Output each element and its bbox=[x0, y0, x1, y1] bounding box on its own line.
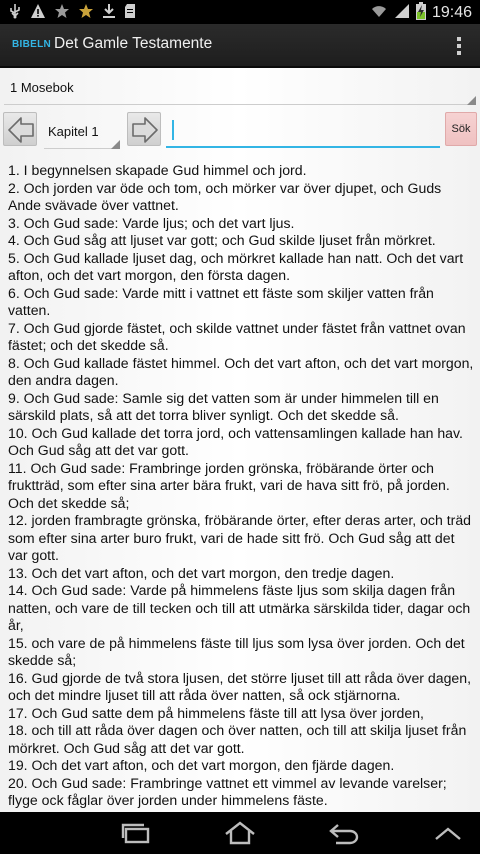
verse-item: 12. jorden frambragte grönska, fröbärande örter, efter deras arter, och träd som efter sina arter buro frukt, vari de hade sitt frö. Och Gud såg att det var gott. bbox=[8, 512, 472, 563]
system-status bbox=[370, 2, 472, 24]
main-content bbox=[0, 68, 480, 812]
arrow-left-icon bbox=[6, 115, 36, 145]
divider bbox=[4, 104, 476, 105]
download-icon bbox=[102, 3, 116, 24]
previous-chapter-button[interactable] bbox=[3, 112, 37, 146]
verse-item: 8. Och Gud kallade fästet himmel. Och det vart afton, och det vart morgon, den andra dagen. bbox=[8, 354, 474, 388]
arrow-right-icon bbox=[130, 115, 160, 145]
usb-icon bbox=[8, 3, 22, 24]
warning-icon bbox=[30, 3, 46, 24]
verse-item: 10. Och Gud kallade det torra jord, och vattensamlingen kallade han hav. Och Gud såg att det var gott. bbox=[8, 424, 463, 458]
search-input[interactable] bbox=[166, 114, 440, 146]
verse-item: 6. Och Gud sade: Varde mitt i vattnet ett fäste som skiljer vatten från vatten. bbox=[8, 284, 434, 318]
app-title: Det Gamle Testamente bbox=[54, 35, 213, 52]
chapter-navigation bbox=[0, 112, 480, 152]
verse-item: 5. Och Gud kallade ljuset dag, och mörkret kallade han natt. Och det vart afton, och det vart morgon, den första dagen. bbox=[8, 249, 464, 283]
battery-charging-icon bbox=[416, 2, 426, 24]
home-icon[interactable] bbox=[222, 820, 258, 850]
book-selector[interactable] bbox=[0, 68, 480, 106]
verse-item: 7. Och Gud gjorde fästet, och skilde vattnet under fästet från vattnet ovan fästet; och det skedde så. bbox=[8, 319, 466, 353]
verse-item: 20. Och Gud sade: Frambringe vattnet ett vimmel av levande varelser; flyge ock fåglar över jorden under himmelens fäste. bbox=[8, 774, 447, 808]
app-logo[interactable]: BIBELN bbox=[12, 39, 52, 50]
back-icon[interactable] bbox=[326, 820, 362, 850]
star-filled-icon bbox=[78, 3, 94, 24]
sd-card-icon bbox=[124, 3, 136, 24]
verse-item: 16. Gud gjorde de två stora ljusen, det större ljuset till att råda över dagen, och det mindre ljuset till att råda över natten, så ock stjärnorna. bbox=[8, 669, 472, 703]
verse-item: 9. Och Gud sade: Samle sig det vatten som är under himmelen till en särskild plats, så att det torra bliver synligt. Och det skedde så. bbox=[8, 389, 439, 423]
up-chevron-icon[interactable] bbox=[432, 820, 464, 850]
verse-item: 3. Och Gud sade: Varde ljus; och det vart ljus. bbox=[8, 214, 295, 231]
divider bbox=[44, 148, 120, 149]
search-field[interactable] bbox=[166, 114, 440, 148]
action-bar bbox=[0, 24, 480, 68]
verse-item: 18. och till att råda över dagen och över natten, och till att skilja ljuset från mörkret. Och Gud såg att det var gott. bbox=[8, 722, 467, 756]
verse-list bbox=[8, 162, 474, 810]
verse-item: 2. Och jorden var öde och tom, och mörker var över djupet, och Guds Ande svävade över vattnet. bbox=[8, 179, 442, 213]
chapter-selector[interactable] bbox=[42, 112, 122, 150]
verse-item: 4. Och Gud såg att ljuset var gott; och Gud skilde ljuset från mörkret. bbox=[8, 232, 436, 248]
navigation-bar bbox=[0, 812, 480, 854]
recent-apps-icon[interactable] bbox=[118, 820, 154, 850]
star-outline-icon bbox=[54, 3, 70, 24]
wifi-icon bbox=[370, 3, 388, 23]
verse-item: 19. Och det vart afton, och det vart morgon, den fjärde dagen. bbox=[8, 757, 395, 773]
status-bar bbox=[0, 0, 480, 24]
clock: 19:46 bbox=[431, 4, 472, 21]
verse-item: 14. Och Gud sade: Varde på himmelens fäste ljus som skilja dagen från natten, och vare de till tecken och till att utmärka särskilda tider, dagar och år, bbox=[8, 582, 471, 633]
verse-item: 11. Och Gud sade: Frambringe jorden grönska, fröbärande örter och fruktträd, som efter sina arter bära frukt, vari de hava sitt frö, på jorden. Och det skedde så; bbox=[8, 459, 450, 511]
chapter-selector-value: Kapitel 1 bbox=[48, 124, 99, 139]
overflow-menu-icon[interactable] bbox=[454, 34, 464, 58]
book-selector-value: 1 Mosebok bbox=[10, 80, 74, 95]
verse-item: 15. och vare de på himmelens fäste till ljus som lysa över jorden. Och det skedde så; bbox=[8, 634, 465, 668]
search-button[interactable]: Sök bbox=[445, 112, 477, 146]
dropdown-indicator-icon bbox=[111, 140, 120, 149]
verse-item: 1. I begynnelsen skapade Gud himmel och jord. bbox=[8, 162, 307, 178]
verse-item: 17. Och Gud satte dem på himmelens fäste till att lysa över jorden, bbox=[8, 704, 424, 721]
signal-icon bbox=[394, 3, 410, 23]
dropdown-indicator-icon bbox=[467, 96, 476, 105]
verse-item: 13. Och det vart afton, och det vart morgon, den tredje dagen. bbox=[8, 564, 395, 581]
notification-icons bbox=[8, 3, 136, 24]
text-cursor bbox=[172, 120, 174, 140]
next-chapter-button[interactable] bbox=[127, 112, 161, 146]
